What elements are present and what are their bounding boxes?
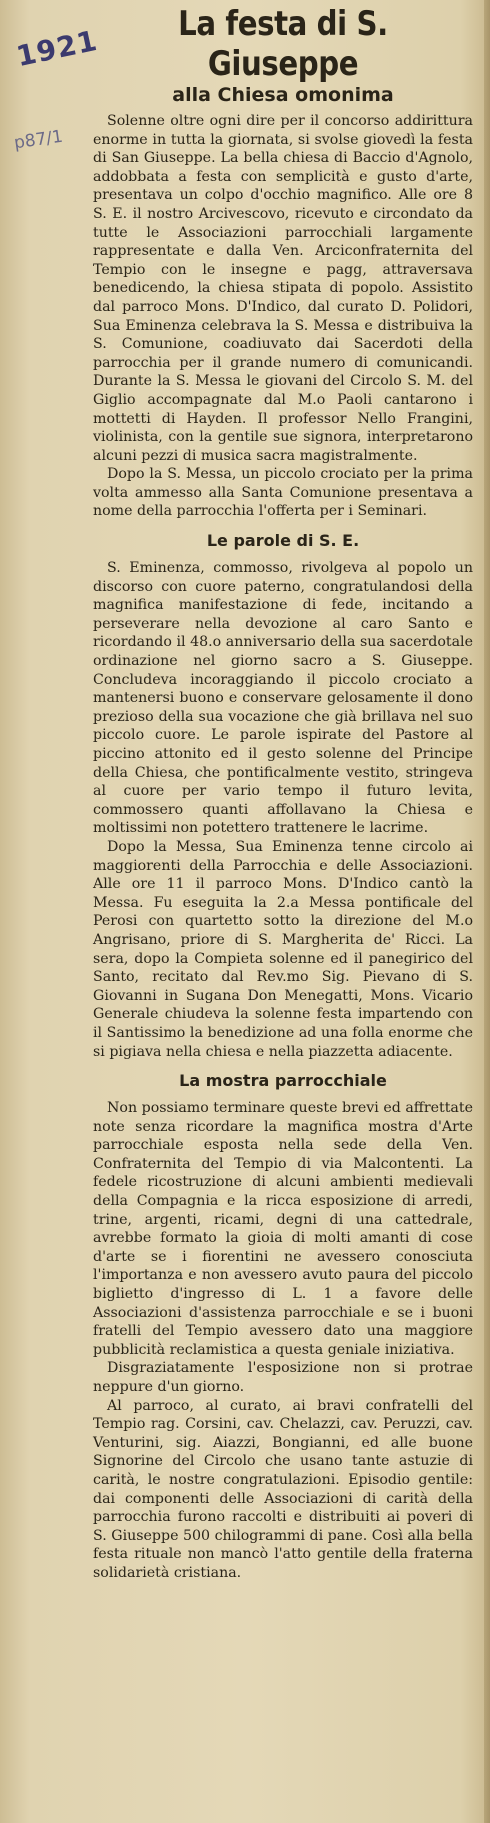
- paragraph: S. Eminenza, commosso, rivolgeva al popolo un discorso con cuore paterno, congratulandosi della magnifica manifestazione di fede, incitando a perseverare nella devozione al caro Santo e ricordando il 48.o anniversario della sua sacerdotale ordinazione nel giorno sacro a S. Giuseppe. Concludeva incoraggiando il piccolo crociato a mantenersi buono e conservare gelosamente il dono prezioso della sua vocazione che già brillava nel suo piccolo cuore. Le parole ispirate del Pastore al piccino attonito ed il gesto solenne del Principe della Chiesa, che pontificalmente vestito, stringeva al cuore per vario tempo il futuro levita, commossero quanti affollavano la Chiesa e moltissimi non potettero trattenere le lacrime.: [93, 560, 473, 837]
- article-title: La festa di S. Giuseppe: [178, 4, 388, 84]
- handwritten-year: 1921: [13, 23, 101, 74]
- article: [93, 4, 473, 1583]
- paragraph: Dopo la S. Messa, un piccolo crociato per la prima volta ammesso alla Santa Comunione presentava a nome della parrocchia l'offerta per i Seminari.: [93, 466, 473, 520]
- paragraph: Al parroco, al curato, ai bravi confratelli del Tempio rag. Corsini, cav. Chelazzi, cav. Peruzzi, cav. Venturini, sig. Aiazzi, Bongianni, ed alle buone Signorine del Circolo che usano tante astuzie di carità, le nostre congratulazioni. Episodio gentile: dai componenti delle Associazioni di carità della parrocchia furono raccolti e distribuiti ai poveri di S. Giuseppe 500 chilogrammi di pane. Così alla bella festa rituale non mancò l'atto gentile della fraterna solidarietà cristiana.: [93, 1397, 474, 1581]
- clipping-edge: [484, 0, 490, 1823]
- handwritten-folio: p87/1: [12, 126, 65, 154]
- section-heading: Le parole di S. E.: [206, 531, 360, 551]
- section-heading: La mostra parrocchiale: [179, 1071, 387, 1091]
- handwritten-annotation: [10, 22, 101, 154]
- paragraph: Disgraziatamente l'esposizione non si protrae neppure d'un giorno.: [93, 1360, 473, 1395]
- paragraph: Dopo la Messa, Sua Eminenza tenne circolo ai maggiorenti della Parrocchia e delle Associazioni. Alle ore 11 il parroco Mons. D'Indico cantò la Messa. Fu eseguita la 2.a Messa pontificale del Perosi con quartetto sotto la direzione del M.o Angrisano, priore di S. Margherita de' Ricci. La sera, dopo la Compieta solenne ed il panegirico del Santo, recitato dal Rev.mo Sig. Pievano di S. Giovanni in Sugana Don Menegatti, Mons. Vicario Generale chiudeva la solenne festa impartendo con il Santissimo la benedizione ad una folla enorme che si pigiava nella chiesa e nella piazzetta adiacente.: [93, 838, 473, 1060]
- article-subtitle: alla Chiesa omonima: [172, 84, 394, 106]
- paragraph: Non possiamo terminare queste brevi ed affrettate note senza ricordare la magnifica mostra d'Arte parrocchiale esposta nella sede della Ven. Confraternita del Tempio di via Malcontenti. La fedele ricostruzione di alcuni ambienti medievali della Compagnia e la ricca esposizione di arredi, trine, argenti, ricami, degni di una cattedrale, avrebbe formato la gioia di molti amanti di cose d'arte se i fiorentini ne avessero conosciuta l'importanza e non avessero avuto paura del piccolo biglietto d'ingresso di L. 1 a favore delle Associazioni d'assistenza parrocchiale e se i buoni fratelli del Tempio avessero dato una maggiore pubblicità reclamistica a questa geniale iniziativa.: [93, 1100, 473, 1358]
- paragraph: Solenne oltre ogni dire per il concorso addirittura enorme in tutta la giornata, si svolse giovedì la festa di San Giuseppe. La bella chiesa di Baccio d'Agnolo, addobbata a festa con semplicità e gusto d'arte, presentava un colpo d'occhio magnifico. Alle ore 8 S. E. il nostro Arcivescovo, ricevuto e circondato da tutte le Associazioni parrocchiali largamente rappresentate e dalla Ven. Arciconfraternita del Tempio con le insegne e pagg, attraversava benedicendo, la chiesa stipata di popolo. Assistito dal parroco Mons. D'Indico, dal curato D. Polidori, Sua Eminenza celebrava la S. Messa e distribuiva la S. Comunione, coadiuvato dai Sacerdoti della parrocchia per il grande numero di comunicandi. Durante la S. Messa le giovani del Circolo S. M. del Giglio accompagnate dal M.o Paoli cantarono i mottetti di Hayden. Il professor Nello Frangini, violinista, con la gentile sue signora, interpretarono alcuni pezzi di musica sacra magistralmente.: [93, 113, 473, 464]
